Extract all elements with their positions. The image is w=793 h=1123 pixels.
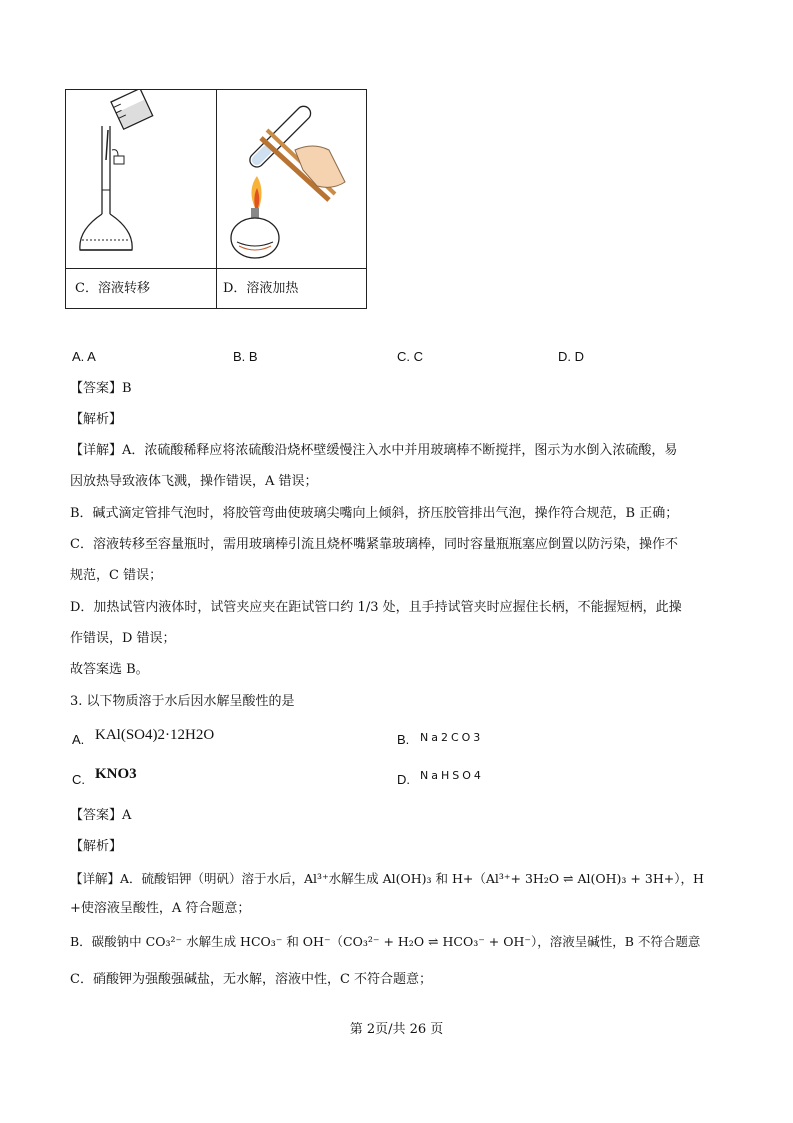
apparatus-table: [65, 89, 367, 309]
caption-c: C．溶液转移: [75, 281, 150, 296]
q2-option-a: A. A: [72, 349, 96, 364]
q2-analysis-label: 【解析】: [70, 412, 123, 427]
q2-answer: 【答案】B: [70, 381, 132, 396]
caption-d: D．溶液加热: [223, 281, 299, 296]
q3-option-c-label: C.: [72, 772, 85, 787]
q3-detail-line: C．硝酸钾为强酸强碱盐，无水解，溶液中性，C 不符合题意；: [70, 972, 433, 987]
q3-option-a-formula: KAl(SO4)2·12H2O: [95, 727, 215, 743]
q2-detail-line: D．加热试管内液体时，试管夹应夹在距试管口约 1/3 处，且手持试管夹时应握住长柄，不能握短柄，此操: [70, 600, 682, 615]
q2-option-b: B. B: [233, 349, 258, 364]
q2-detail-line: 规范，C 错误；: [70, 568, 163, 583]
q3-detail-line: B．碳酸钠中 CO₃²⁻ 水解生成 HCO₃⁻ 和 OH⁻（CO₃²⁻ + H₂O ⇌ HCO₃⁻ + OH⁻），溶液呈碱性，B 不符合题意: [70, 934, 701, 949]
q3-answer: 【答案】A: [70, 808, 132, 823]
q2-option-d: D. D: [558, 349, 584, 364]
q3-option-c-formula: KNO3: [95, 766, 137, 782]
test-tube-heating-illustration: [217, 90, 366, 268]
q3-option-a-label: A.: [72, 732, 85, 747]
q2-detail-line: B．碱式滴定管排气泡时，将胶管弯曲使玻璃尖嘴向上倾斜，挤压胶管排出气泡，操作符合规范，B 正确；: [70, 506, 679, 521]
q3-detail-line: +使溶液呈酸性，A 符合题意；: [70, 901, 251, 916]
q3-analysis-label: 【解析】: [70, 839, 123, 854]
q3-option-b-label: B.: [397, 732, 410, 747]
q3-option-d-label: D.: [397, 772, 410, 787]
q2-option-c: C. C: [397, 349, 423, 364]
q3-option-d-formula: NaHSO4: [420, 769, 484, 782]
q2-detail-line: C．溶液转移至容量瓶时，需用玻璃棒引流且烧杯嘴紧靠玻璃棒，同时容量瓶瓶塞应倒置以防污染，操作不: [70, 537, 678, 552]
cell-c-caption: [65, 268, 217, 309]
q2-detail-line: 因放热导致液体飞溅，操作错误，A 错误；: [70, 474, 318, 489]
volumetric-flask-transfer-illustration: [66, 90, 216, 268]
q3-option-b-formula: Na2CO3: [420, 731, 484, 744]
cell-d-image: [216, 89, 367, 269]
page-footer: 第 2页/共 26 页: [349, 1022, 444, 1037]
q2-detail-line: 【详解】A．浓硫酸稀释应将浓硫酸沿烧杯壁缓慢注入水中并用玻璃棒不断搅拌，图示为水倒入浓硫酸，易: [70, 443, 678, 458]
cell-c-image: [65, 89, 217, 269]
q3-stem: 3. 以下物质溶于水后因水解呈酸性的是: [70, 694, 295, 709]
cell-d-caption: [216, 268, 367, 309]
q2-detail-line: 作错误，D 错误；: [70, 631, 176, 646]
q3-detail-line: 【详解】A．硫酸铝钾（明矾）溶于水后，Al³⁺水解生成 Al(OH)₃ 和 H+（Al³⁺+ 3H₂O ⇌ Al(OH)₃ + 3H+），H: [70, 871, 704, 886]
q2-detail-line: 故答案选 B。: [70, 662, 149, 677]
